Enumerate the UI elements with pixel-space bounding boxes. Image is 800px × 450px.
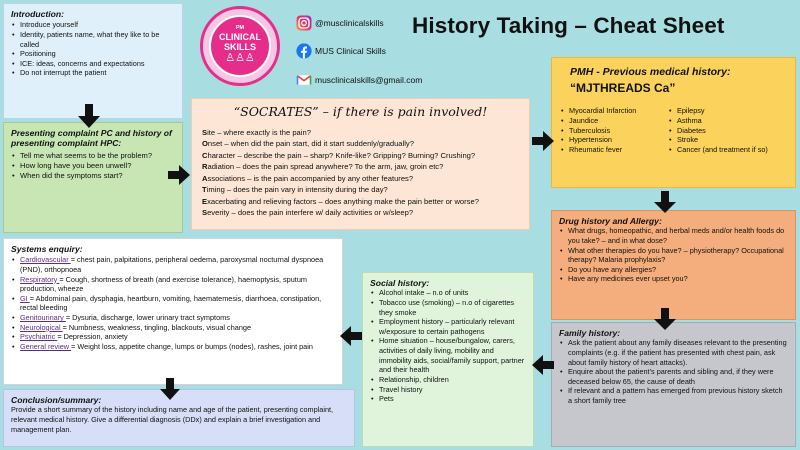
pmh-mnemonic: “MJTHREADS Ca” [570, 80, 676, 95]
arrow-down-icon [654, 191, 676, 213]
list-item: • Rheumatic fever [560, 145, 668, 155]
logo-text-clinical: CLINICAL [219, 31, 261, 42]
list-item: • Cardiovascular = chest pain, palpitations, peripheral oedema, paroxysmal nocturnal dyspnoea (PND), orthopnoea [11, 255, 335, 274]
facebook-link[interactable] [296, 43, 386, 59]
instagram-link[interactable] [296, 15, 384, 31]
socrates-row: Timing – does the pain vary in intensity during the day? [202, 185, 388, 195]
socrates-row: Severity – does the pain interfere w/ daily activities or w/sleep? [202, 208, 414, 218]
arrow-right-icon [532, 131, 554, 151]
pmh-columns [560, 106, 787, 154]
list-item: • Do you have any allergies? [559, 265, 788, 275]
pmh-column-1 [560, 106, 668, 154]
list-item: • Stroke [668, 135, 784, 145]
social-history-heading: Social history: [370, 278, 430, 288]
list-item: • Neurological = Numbness, weakness, tingling, blackouts, visual change [11, 323, 335, 333]
list-item: • Psychiatric = Depression, anxiety [11, 332, 335, 342]
list-item: • Do not interrupt the patient [11, 68, 175, 78]
instagram-handle: @musclinicalskills [315, 18, 384, 28]
list-item: • Enquire about the patient’s parents and sibling and, if they were deceased below 65, the cause of death [559, 367, 788, 386]
pmh-heading: PMH - Previous medical history: [570, 66, 731, 78]
facebook-name: MUS Clinical Skills [315, 46, 386, 56]
list-item: • When did the symptoms start? [11, 171, 175, 181]
list-item: • Positioning [11, 49, 175, 59]
list-item: • What other therapies do you have? – physiotherapy? Occupational therapy? Malaria prophylaxis? [559, 246, 788, 265]
socrates-row: Character – describe the pain – sharp? Knife-like? Gripping? Burning? Crushing? [202, 150, 476, 160]
drug-history-list [559, 226, 788, 284]
conclusion-text: Provide a short summary of the history including name and age of the patient, presenting complaint, relevant medical history. Give a differential diagnosis (DDx) and explain a brief investigation and management plan. [11, 405, 334, 434]
systems-enquiry-box [3, 238, 343, 385]
clinical-skills-logo [200, 6, 280, 86]
list-item: • ICE: ideas, concerns and expectations [11, 59, 175, 69]
arrow-down-icon [160, 378, 180, 400]
system-link-gi[interactable]: GI [20, 293, 30, 303]
list-item: • Jaundice [560, 116, 668, 126]
presenting-complaint-box [3, 122, 183, 233]
list-item: • Pets [370, 394, 526, 404]
list-item: • If relevant and a pattern has emerged from previous history sketch a short family tree [559, 386, 788, 405]
instagram-icon [296, 15, 312, 31]
list-item: • Respiratory = Cough, shortness of breath (and exercise tolerance), haemoptysis, sputum production, wheeze [11, 275, 335, 294]
systems-enquiry-heading: Systems enquiry: [11, 244, 83, 254]
system-link-general-review[interactable]: General review [20, 341, 72, 351]
list-item: • Diabetes [668, 126, 784, 136]
system-link-neurological[interactable]: Neurological [20, 322, 63, 332]
list-item: • Tuberculosis [560, 126, 668, 136]
introduction-list [11, 20, 175, 78]
list-item: • Have any medicines ever upset you? [559, 274, 788, 284]
list-item: • Home situation – house/bungalow, carers, activities of daily living, mobility and immobility aids, social/family support, partner and their health [370, 336, 526, 375]
system-link-cardiovascular[interactable]: Cardiovascular [20, 255, 71, 265]
list-item: • Introduce yourself [11, 20, 175, 30]
socrates-box [191, 98, 530, 230]
presenting-complaint-list [11, 151, 175, 181]
system-link-psychiatric[interactable]: Psychiatric [20, 332, 58, 342]
list-item: • Hypertension [560, 135, 668, 145]
email-address: musclinicalskills@gmail.com [315, 75, 423, 85]
drug-history-box [551, 210, 796, 320]
introduction-heading: Introduction: [11, 9, 64, 19]
socrates-row: Site – where exactly is the pain? [202, 127, 311, 137]
pmh-column-2 [668, 106, 784, 154]
socrates-row: Exacerbating and relieving factors – does anything make the pain better or worse? [202, 196, 479, 206]
arrow-right-icon [168, 165, 190, 185]
list-item: • Alcohol intake – n.o of units [370, 288, 526, 298]
list-item: • General review = Weight loss, appetite change, lumps or bumps (nodes), rashes, joint pain [11, 342, 335, 352]
list-item: • What drugs, homeopathic, and herbal meds and/or health foods do you take? – and in what dose? [559, 226, 788, 245]
page-title: History Taking – Cheat Sheet [412, 13, 725, 38]
list-item: • Cancer (and treatment if so) [668, 145, 784, 155]
drug-history-heading: Drug history and Allergy: [559, 216, 662, 226]
socrates-row: Radiation – does the pain spread anywhere? To the arm, jaw, groin etc? [202, 162, 444, 172]
list-item: • Relationship, children [370, 375, 526, 385]
social-history-box [362, 272, 534, 447]
arrow-left-icon [532, 355, 554, 375]
family-history-heading: Family history: [559, 328, 621, 338]
system-link-genitourinary[interactable]: Genitourinary [20, 313, 66, 323]
pmh-box [551, 57, 796, 188]
arrow-down-icon [654, 308, 676, 330]
family-history-list [559, 338, 788, 405]
list-item: • GI = Abdominal pain, dysphagia, heartburn, vomiting, haematemesis, diarrhoea, constipation, rectal bleeding [11, 294, 335, 313]
list-item: • How long have you been unwell? [11, 161, 175, 171]
arrow-left-icon [340, 326, 362, 346]
list-item: • Tobacco use (smoking) – n.o of cigarettes they smoke [370, 298, 526, 317]
list-item: • Asthma [668, 116, 784, 126]
socrates-row: Associations – is the pain accompanied by any other features? [202, 173, 414, 183]
list-item: • Ask the patient about any family diseases relevant to the presenting complaints (e.g. if the patient has presented with chest pain, ask about family history of heart attacks). [559, 338, 788, 367]
list-item: • Myocardial Infarction [560, 106, 668, 116]
list-item: • Travel history [370, 385, 526, 395]
presenting-complaint-heading: Presenting complaint PC and history of presenting complaint HPC: [11, 128, 172, 149]
list-item: • Tell me what seems to be the problem? [11, 151, 175, 161]
list-item: • Epilepsy [668, 106, 784, 116]
email-link[interactable] [296, 72, 422, 88]
socrates-row: Onset – when did the pain start, did it start suddenly/gradually? [202, 139, 414, 149]
arrow-down-icon [78, 104, 100, 128]
social-history-list [370, 288, 526, 404]
list-item: • Employment history – particularly relevant w/exposure to certain pathogens [370, 317, 526, 336]
conclusion-heading: Conclusion/summary: [11, 395, 102, 405]
introduction-box [3, 3, 183, 119]
system-link-respiratory[interactable]: Respiratory [20, 274, 60, 284]
logo-text-skills: SKILLS [223, 41, 256, 52]
socrates-title: “SOCRATES” – if there is pain involved! [233, 104, 488, 119]
logo-inner [209, 15, 271, 77]
people-icon: ♙♙♙ [225, 52, 255, 65]
facebook-icon [296, 43, 312, 59]
systems-enquiry-list [11, 255, 335, 351]
logo-top-text: PM [235, 25, 245, 31]
list-item: • Identity, patients name, what they like to be called [11, 30, 175, 49]
gmail-icon [296, 72, 312, 88]
family-history-box [551, 322, 796, 447]
list-item: • Genitourinary = Dysuria, discharge, lower urinary tract symptoms [11, 313, 335, 323]
